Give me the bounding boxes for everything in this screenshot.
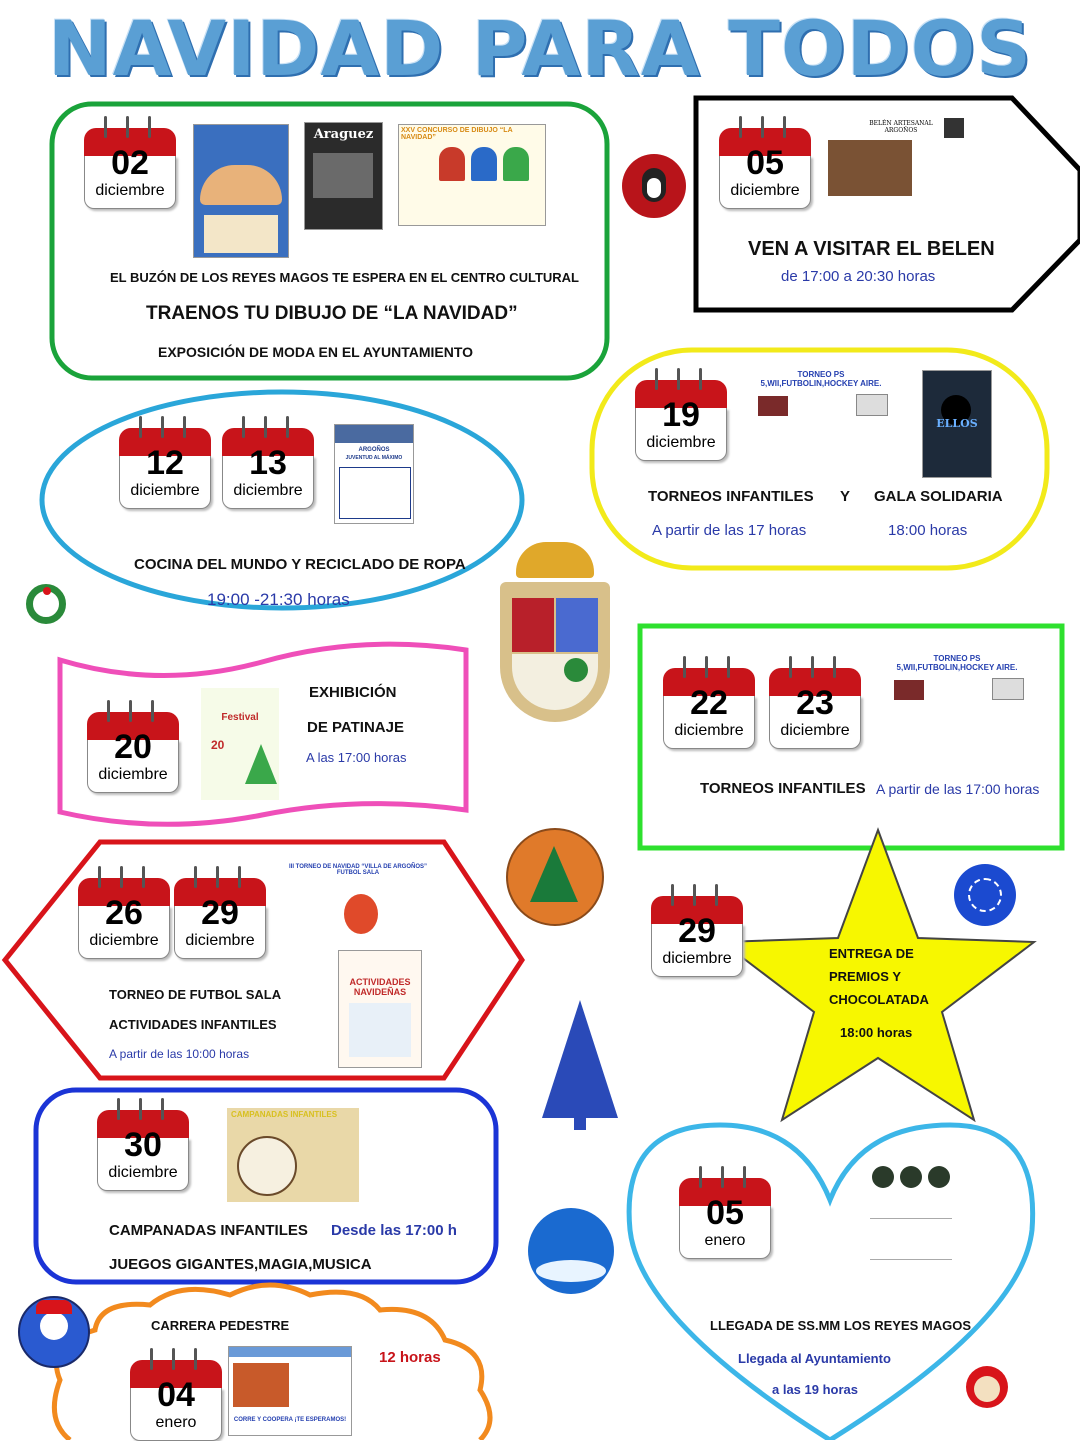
calendar-day: 05	[706, 1194, 744, 1232]
event-e1-line-1: EL BUZÓN DE LOS REYES MAGOS TE ESPERA EN EL CENTRO CULTURAL	[110, 270, 580, 285]
tree-ornament-icon	[506, 828, 604, 926]
poster-reyes-visita	[866, 1162, 956, 1302]
poster-futbol-sala	[284, 862, 432, 942]
poster-festival	[201, 688, 279, 800]
poster-title: ELLOS	[936, 417, 978, 430]
calendar-month: enero	[704, 1232, 746, 1249]
calendar-day: 02	[111, 144, 149, 182]
event-e3-line-5: 18:00 horas	[888, 522, 968, 539]
poster-title: TORNEO PS 5,WII,FUTBOLIN,HOCKEY AIRE.	[760, 370, 882, 388]
calendar-month: diciembre	[780, 722, 850, 739]
blue-tree-icon	[528, 1000, 632, 1132]
calendar-e9	[97, 1098, 189, 1190]
poster-reyes-magos	[193, 124, 289, 258]
coat-of-arms-icon	[486, 542, 624, 734]
event-e9-line-2: Desde las 17:00 h	[331, 1222, 457, 1239]
event-e4-line-2: 19:00 -21:30 horas	[207, 590, 350, 609]
poster-campanadas	[227, 1108, 359, 1202]
calendar-e6-b	[769, 656, 861, 748]
calendar-e7-a	[78, 866, 170, 958]
snow-globe-icon	[528, 1208, 614, 1294]
poster-title: Festival	[221, 712, 259, 723]
wreath-icon	[26, 584, 66, 624]
poster-actividades	[338, 950, 422, 1068]
calendar-e4-a	[119, 416, 211, 508]
event-e10-line-1: LLEGADA DE SS.MM LOS REYES MAGOS	[710, 1318, 971, 1333]
poster-title: III TORNEO DE NAVIDAD “VILLA DE ARGOÑOS” FUTBOL SALA	[288, 864, 427, 876]
calendar-month: diciembre	[95, 182, 165, 199]
calendar-day: 29	[678, 912, 716, 950]
poster-title: TORNEO PS 5,WII,FUTBOLIN,HOCKEY AIRE.	[896, 654, 1018, 672]
event-e7-line-3: A partir de las 10:00 horas	[109, 1047, 250, 1061]
event-e4-line-1: COCINA DEL MUNDO Y RECICLADO DE ROPA	[134, 556, 466, 573]
poster-torneo-22	[884, 652, 1030, 752]
poster-carrera	[228, 1346, 352, 1436]
poster-ellos	[922, 370, 992, 478]
poster-subtitle: JUVENTUD AL MÁXIMO	[345, 455, 403, 461]
event-e1-line-3: EXPOSICIÓN DE MODA EN EL AYUNTAMIENTO	[158, 344, 474, 360]
event-e11-line-2: 12 horas	[379, 1349, 441, 1366]
calendar-day: 26	[105, 894, 143, 932]
event-e8-line-3: CHOCOLATADA	[829, 992, 929, 1007]
event-e11-line-1: CARRERA PEDESTRE	[151, 1318, 290, 1333]
event-e3-line-3: GALA SOLIDARIA	[874, 488, 1003, 505]
calendar-e2	[719, 116, 811, 208]
calendar-e5	[87, 700, 179, 792]
event-e2-line-2: de 17:00 a 20:30 horas	[781, 268, 936, 285]
calendar-month: diciembre	[98, 766, 168, 783]
event-e5-line-3: A las 17:00 horas	[306, 750, 407, 765]
event-e3-line-1: TORNEOS INFANTILES	[648, 488, 814, 505]
calendar-month: diciembre	[185, 932, 255, 949]
calendar-month: diciembre	[674, 722, 744, 739]
calendar-day: 13	[249, 444, 287, 482]
calendar-e1	[84, 116, 176, 208]
poster-date: 20	[211, 738, 225, 752]
event-e1-line-2: TRAENOS TU DIBUJO DE “LA NAVIDAD”	[146, 303, 518, 324]
calendar-day: 05	[746, 144, 784, 182]
event-e3-line-4: A partir de las 17 horas	[652, 522, 807, 539]
event-e7-line-1: TORNEO DE FUTBOL SALA	[109, 987, 282, 1002]
calendar-day: 19	[662, 396, 700, 434]
calendar-month: diciembre	[130, 482, 200, 499]
poster-araguez	[304, 122, 383, 230]
event-e3-line-2: Y	[840, 488, 851, 505]
event-e8-line-4: 18:00 horas	[840, 1025, 913, 1040]
penguin-ornament-icon	[622, 154, 686, 218]
event-e2-line-1: VEN A VISITAR EL BELEN	[748, 238, 995, 260]
event-e6-line-1: TORNEOS INFANTILES	[700, 780, 866, 797]
event-e9-line-3: JUEGOS GIGANTES,MAGIA,MUSICA	[109, 1256, 372, 1273]
calendar-month: diciembre	[730, 182, 800, 199]
calendar-e6-a	[663, 656, 755, 748]
snowman-ornament-icon	[18, 1296, 90, 1368]
page-title: NAVIDAD PARA TODOS	[47, 4, 1033, 93]
event-e6-line-2: A partir de las 17:00 horas	[876, 781, 1040, 797]
poster-juventud	[334, 424, 414, 524]
calendar-month: diciembre	[646, 434, 716, 451]
event-e8-line-1: ENTREGA DE	[829, 946, 914, 961]
reindeer-icon	[946, 1342, 1026, 1422]
calendar-e4-b	[222, 416, 314, 508]
poster-torneo-19	[748, 368, 894, 468]
poster-title: BELÉN ARTESANAL ARGOÑOS	[869, 120, 933, 134]
poster-concurso-dibujo	[398, 124, 546, 226]
poster-title: Araguez	[313, 127, 374, 142]
calendar-month: diciembre	[662, 950, 732, 967]
calendar-month: diciembre	[89, 932, 159, 949]
calendar-month: diciembre	[108, 1164, 178, 1181]
event-e9-line-1: CAMPANADAS INFANTILES	[109, 1222, 308, 1239]
calendar-day: 20	[114, 728, 152, 766]
event-e5-line-1: EXHIBICIÓN	[309, 684, 397, 701]
event-e8-line-2: PREMIOS Y	[829, 969, 902, 984]
calendar-e3	[635, 368, 727, 460]
calendar-e8	[651, 884, 743, 976]
event-e10-line-2: Llegada al Ayuntamiento	[738, 1351, 891, 1366]
event-e5-line-2: DE PATINAJE	[307, 719, 404, 736]
poster-title: XXV CONCURSO DE DIBUJO “LA NAVIDAD”	[401, 127, 513, 141]
blue-ornament-icon	[954, 864, 1016, 926]
calendar-day: 22	[690, 684, 728, 722]
poster-title: ARGOÑOS	[358, 447, 390, 453]
calendar-day: 30	[124, 1126, 162, 1164]
calendar-month: enero	[155, 1414, 197, 1431]
event-e7-line-2: ACTIVIDADES INFANTILES	[109, 1017, 277, 1032]
poster-title: ACTIVIDADES NAVIDEÑAS	[349, 977, 411, 997]
calendar-day: 04	[157, 1376, 195, 1414]
event-e10-line-3: a las 19 horas	[772, 1382, 858, 1397]
calendar-e10	[679, 1166, 771, 1258]
calendar-e11	[130, 1348, 222, 1440]
calendar-e7-b	[174, 866, 266, 958]
calendar-day: 23	[796, 684, 834, 722]
poster-title: CORRE Y COOPERA ¡TE ESPERAMOS!	[233, 1417, 347, 1423]
calendar-day: 12	[146, 444, 184, 482]
poster-belen	[826, 116, 968, 216]
poster-title: CAMPANADAS INFANTILES	[231, 1110, 338, 1119]
calendar-day: 29	[201, 894, 239, 932]
calendar-month: diciembre	[233, 482, 303, 499]
